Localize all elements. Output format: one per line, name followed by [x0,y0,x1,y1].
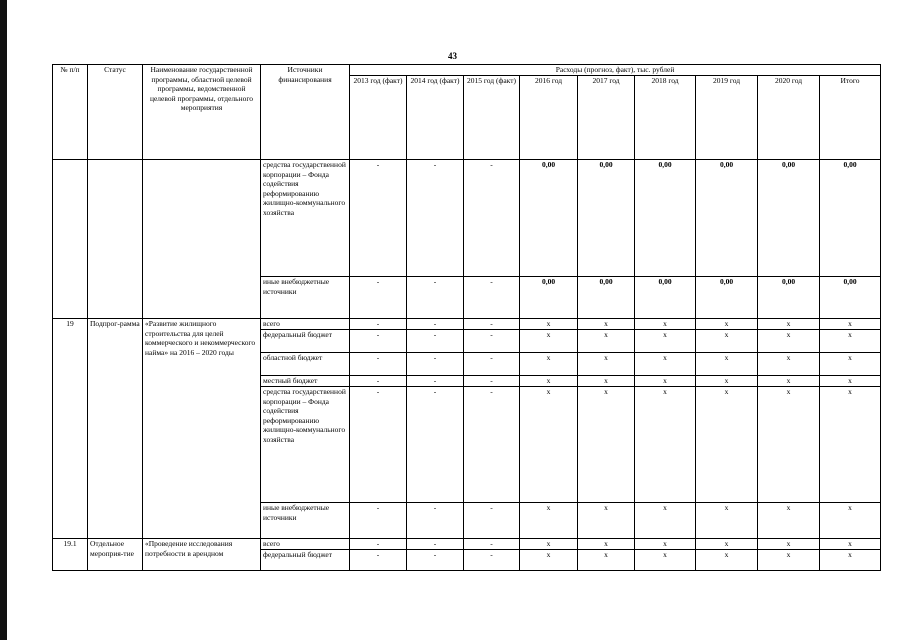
value-cell: х [520,353,578,376]
source-cell: средства государственной корпорации – Фонда содействия реформированию жилищно-коммунального хозяйства [261,387,350,503]
value-cell: 0,00 [635,277,696,319]
source-cell: всего [261,539,350,550]
value-cell: х [758,330,820,353]
value-cell: - [407,319,464,330]
value-cell: - [407,387,464,503]
value-cell: - [464,387,520,503]
value-cell: - [350,330,407,353]
row-status: Подпрог-рамма [88,319,143,539]
header-name: Наименование государственной программы, областной целевой программы, ведомственной целевой программы, отдельного мероприятия [143,65,261,160]
value-cell: 0,00 [520,160,578,277]
value-cell: х [578,503,635,539]
value-cell: х [635,539,696,550]
value-cell: - [464,160,520,277]
value-cell: - [407,277,464,319]
value-cell: - [350,319,407,330]
value-cell: х [696,376,758,387]
header-year-2013: 2013 год (факт) [350,76,407,160]
value-cell: - [350,353,407,376]
value-cell: х [820,503,881,539]
value-cell: х [520,503,578,539]
value-cell: х [758,376,820,387]
value-cell: х [578,550,635,571]
value-cell: - [350,160,407,277]
header-year-2016: 2016 год [520,76,578,160]
value-cell: х [696,539,758,550]
value-cell: х [696,387,758,503]
row-number: 19.1 [53,539,88,571]
header-year-2018: 2018 год [635,76,696,160]
value-cell: х [635,387,696,503]
scan-edge [0,0,7,640]
value-cell: - [350,277,407,319]
value-cell: - [350,539,407,550]
value-cell: х [520,330,578,353]
source-cell: федеральный бюджет [261,330,350,353]
value-cell: х [578,353,635,376]
value-cell: х [758,550,820,571]
cell-empty [143,160,261,319]
row-name: «Развитие жилищного строительства для целей коммерческого и некоммерческого найма» на 2016 – 2020 годы [143,319,261,539]
budget-table [52,64,881,571]
value-cell: - [350,550,407,571]
row-name: «Проведение исследования потребности в арендном [143,539,261,571]
value-cell: 0,00 [520,277,578,319]
value-cell: 0,00 [578,160,635,277]
header-year-2014: 2014 год (факт) [407,76,464,160]
value-cell: х [635,376,696,387]
header-year-2017: 2017 год [578,76,635,160]
value-cell: 0,00 [578,277,635,319]
value-cell: х [635,319,696,330]
source-cell: иные внебюджетные источники [261,277,350,319]
value-cell: х [696,503,758,539]
header-sources: Источники финансирования [261,65,350,160]
value-cell: - [464,539,520,550]
value-cell: х [696,319,758,330]
value-cell: х [820,376,881,387]
value-cell: 0,00 [820,277,881,319]
value-cell: х [820,550,881,571]
value-cell: х [758,539,820,550]
value-cell: х [758,353,820,376]
value-cell: х [635,503,696,539]
row-status: Отдельное мероприя-тие [88,539,143,571]
header-num: № п/п [53,65,88,160]
value-cell: х [520,387,578,503]
value-cell: х [520,539,578,550]
value-cell: - [464,319,520,330]
value-cell: х [520,550,578,571]
value-cell: 0,00 [758,277,820,319]
source-cell: федеральный бюджет [261,550,350,571]
value-cell: 0,00 [696,160,758,277]
value-cell: 0,00 [696,277,758,319]
value-cell: х [758,503,820,539]
value-cell: х [696,330,758,353]
value-cell: - [407,503,464,539]
value-cell: х [820,539,881,550]
source-cell: средства государственной корпорации – Фонда содействия реформированию жилищно-коммунального хозяйства [261,160,350,277]
value-cell: 0,00 [820,160,881,277]
source-cell: областной бюджет [261,353,350,376]
table-row [53,160,881,277]
value-cell: х [520,319,578,330]
value-cell: х [520,376,578,387]
value-cell: - [464,330,520,353]
value-cell: х [635,353,696,376]
value-cell: х [578,539,635,550]
value-cell: - [464,277,520,319]
value-cell: х [578,319,635,330]
value-cell: х [820,353,881,376]
value-cell: х [820,330,881,353]
value-cell: х [758,387,820,503]
value-cell: - [407,550,464,571]
header-year-2019: 2019 год [696,76,758,160]
value-cell: х [820,319,881,330]
value-cell: х [696,550,758,571]
header-total: Итого [820,76,881,160]
cell-empty [88,160,143,319]
value-cell: - [350,387,407,503]
value-cell: - [464,503,520,539]
table-row [53,319,881,330]
value-cell: х [635,330,696,353]
source-cell: всего [261,319,350,330]
value-cell: - [407,539,464,550]
value-cell: х [578,387,635,503]
value-cell: - [464,376,520,387]
value-cell: х [578,330,635,353]
source-cell: иные внебюджетные источники [261,503,350,539]
header-year-2020: 2020 год [758,76,820,160]
value-cell: - [350,376,407,387]
value-cell: - [407,330,464,353]
value-cell: - [464,550,520,571]
value-cell: 0,00 [758,160,820,277]
value-cell: - [407,353,464,376]
row-number: 19 [53,319,88,539]
header-status: Статус [88,65,143,160]
header-year-2015: 2015 год (факт) [464,76,520,160]
cell-empty [53,160,88,319]
value-cell: - [407,160,464,277]
value-cell: - [464,353,520,376]
header-expenses: Расходы (прогноз, факт), тыс. рублей [350,65,881,76]
value-cell: х [820,387,881,503]
value-cell: - [407,376,464,387]
value-cell: х [578,376,635,387]
value-cell: - [350,503,407,539]
page-number: 43 [448,51,457,61]
value-cell: х [696,353,758,376]
value-cell: 0,00 [635,160,696,277]
table-row [53,539,881,550]
value-cell: х [758,319,820,330]
value-cell: х [635,550,696,571]
source-cell: местный бюджет [261,376,350,387]
